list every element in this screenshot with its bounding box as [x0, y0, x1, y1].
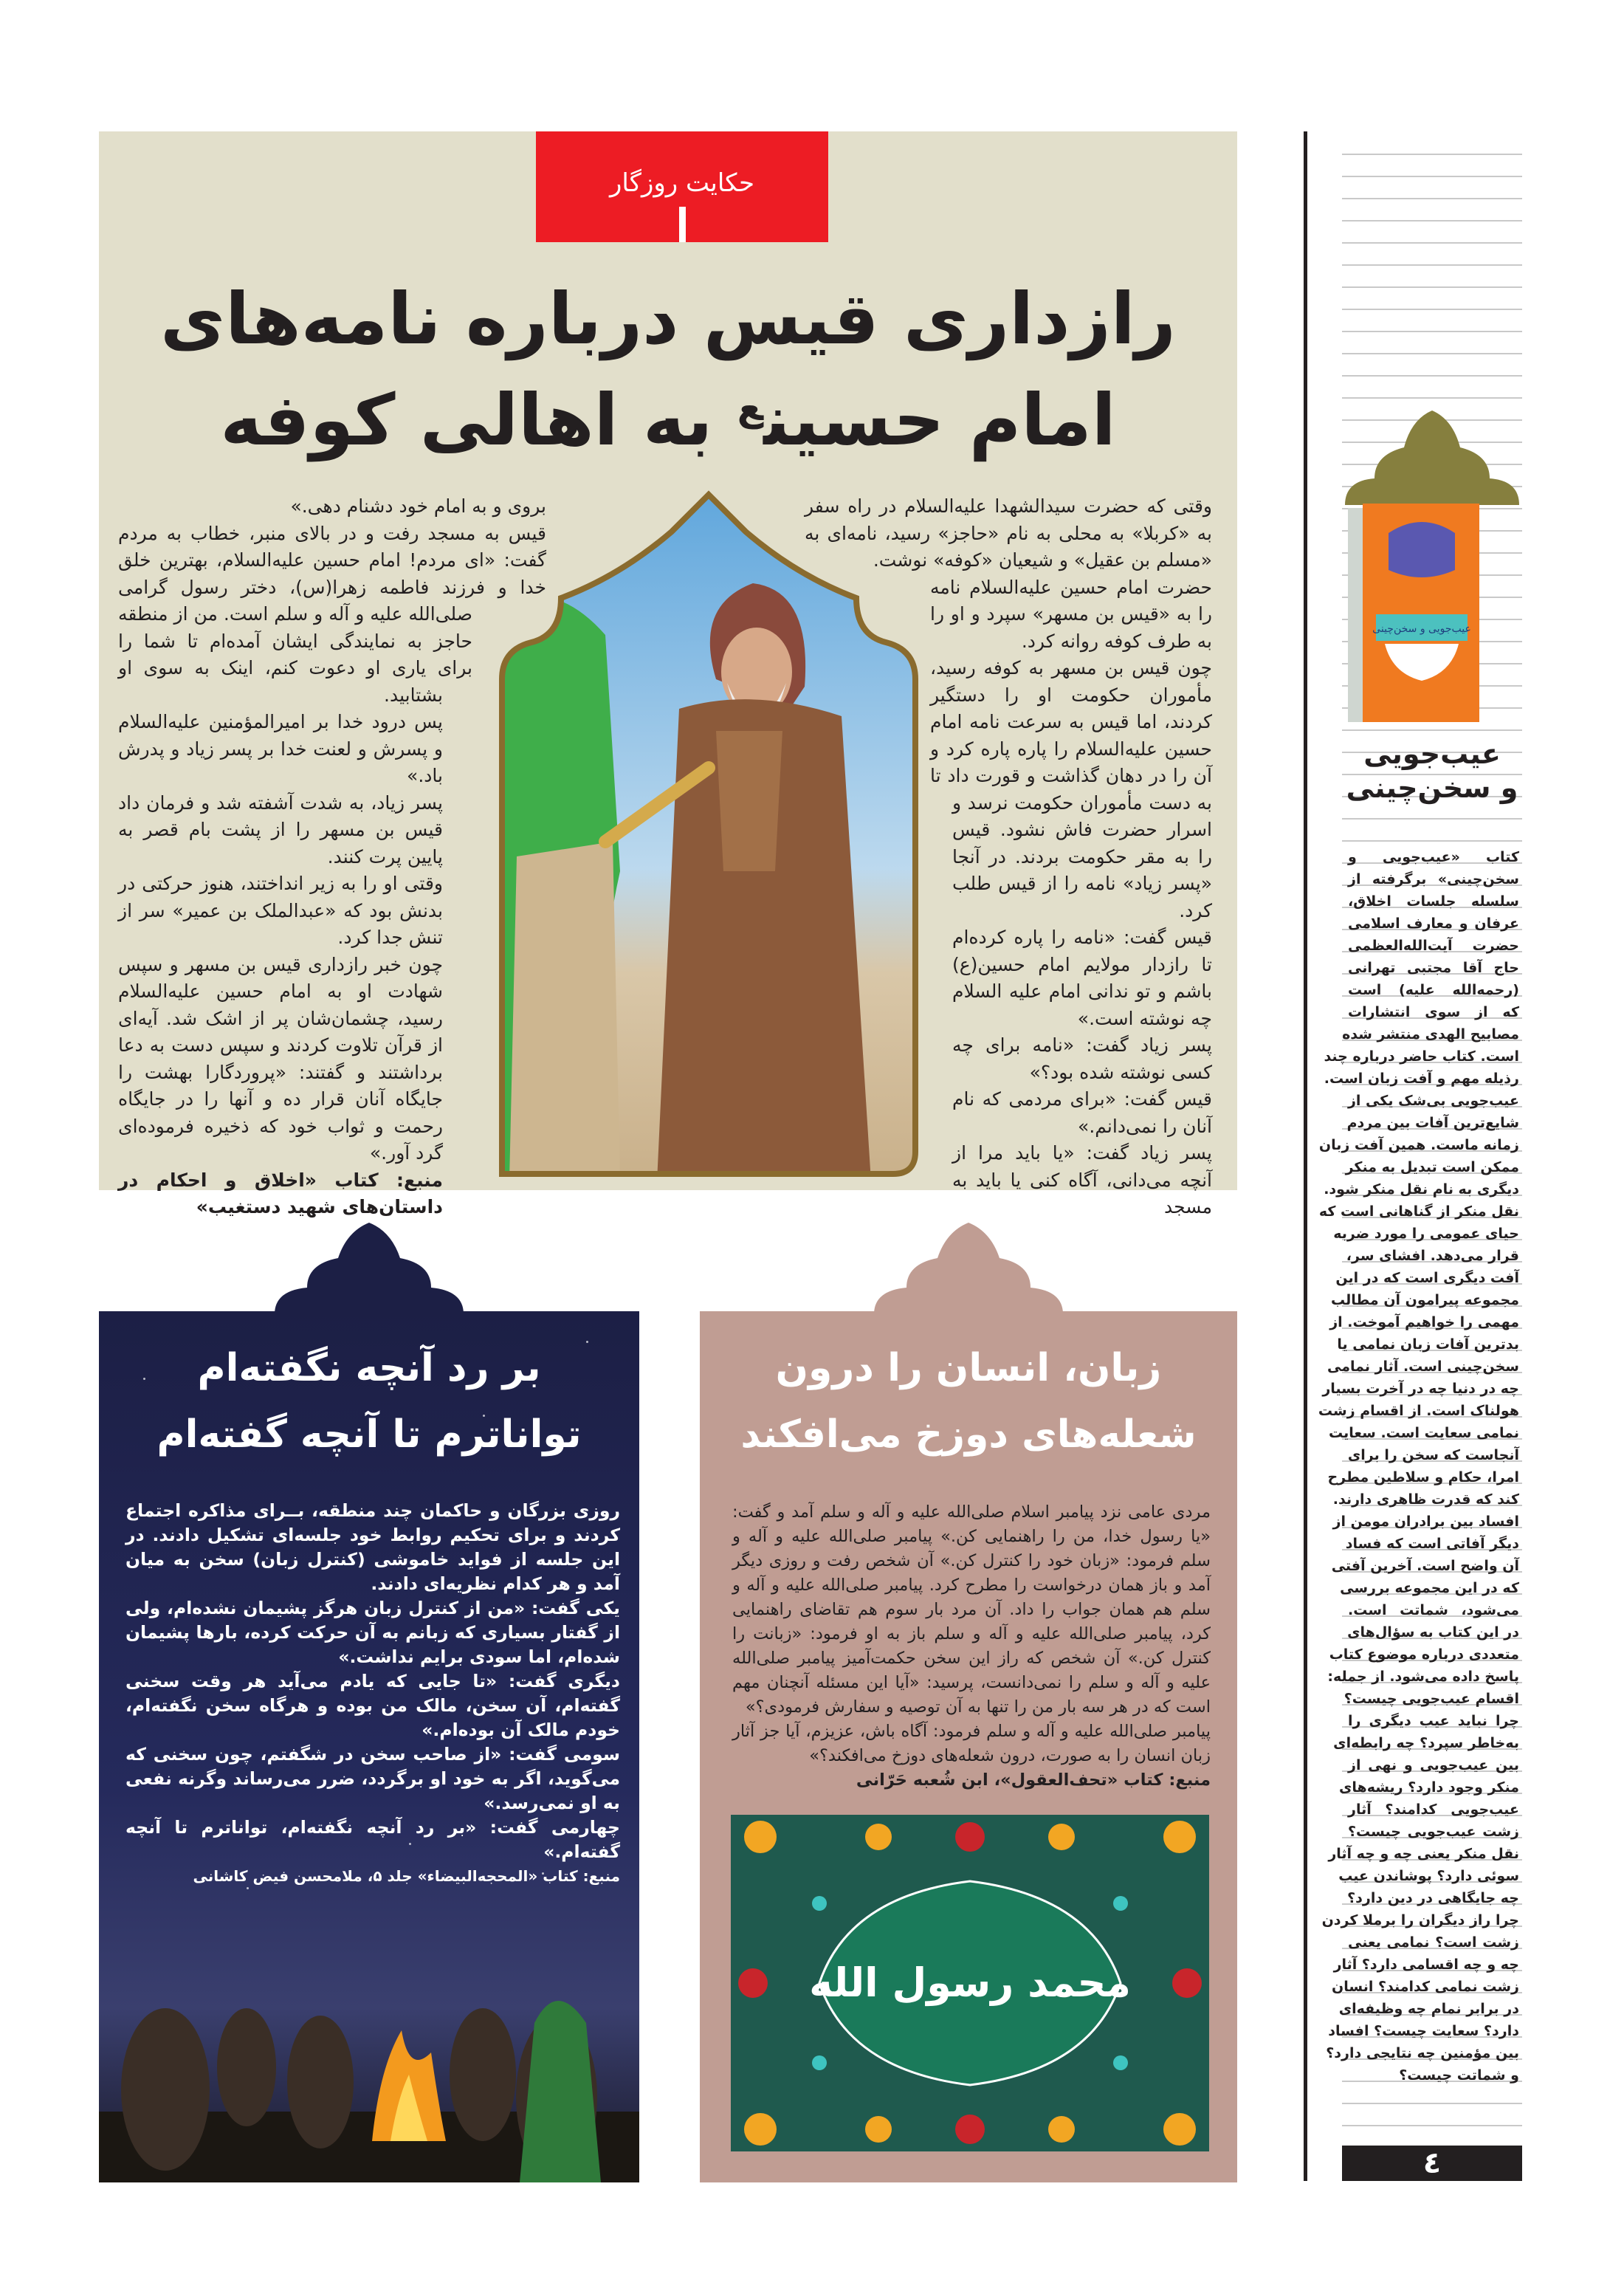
story-text: [125, 1499, 620, 1889]
paragraph: پس درود خدا بر امیرالمؤمنین علیه‌السلام و پسرش و لعنت خدا بر پسر زیاد و پدرش باد.»: [118, 711, 443, 786]
sidebar-text-line: (رحمه‌الله علیه) است: [1348, 982, 1519, 998]
sidebar-text-line: سخن‌چینی است. آثار نمامی: [1327, 1358, 1519, 1375]
headline-line-2: [99, 363, 1237, 464]
paragraph: دیگری گفت: «تا جایی که یادم می‌آید هر وقت سخنی گفته‌ام، آن سخن، مالک من بوده و هرگاه سخن نگفته‌ام، خودم مالک آن بوده‌ام.»: [125, 1671, 620, 1740]
sidebar-title-line-2: و سخن‌چینی: [1346, 772, 1518, 804]
sidebar-text-line: که در این مجموعه بررسی: [1340, 1580, 1519, 1596]
headline-name: امام حسین: [763, 379, 1116, 461]
paragraph: وقتی او را به زیر انداختند، هنوز حرکتی در بدنش بود که «عبدالملک بن عمیر» سر از تنش جدا کرد.: [118, 873, 443, 948]
sidebar-text-line: سلسله جلسات اخلاق،: [1348, 893, 1519, 910]
sidebar-text-line: هولناک است. از اقسام زشت: [1318, 1403, 1519, 1419]
paragraph: قیس گفت: «نامه را پاره کرده‌ام تا رازدار مولایم امام حسین(ع) باشم و تو ندانی امام علیه السلام چه نوشته است.»: [952, 927, 1212, 1029]
hadith-title-line-2: شعله‌های دوزخ می‌افکند: [740, 1412, 1197, 1457]
paragraph: وقتی که حضرت سیدالشهدا علیه‌السلام در راه سفر به «کربلا» به محلی به نام «حاجز» رسید، نامه‌ای به «مسلم بن عقیل» و شیعیان «کوفه» نوشت.: [805, 495, 1212, 571]
story-title-line-2: تواناترم تا آنچه گفته‌ام: [156, 1412, 582, 1457]
paragraph: پسر زیاد گفت: «نامه برای چه کسی نوشته شده بود؟»: [952, 1034, 1212, 1083]
sidebar-text-line: مهمی را خواهیم آموخت. از: [1329, 1314, 1519, 1330]
sidebar-text-line: آفت دیگری است که در این: [1335, 1270, 1519, 1286]
sidebar-text-line: می‌شود، شماتت است.: [1348, 1602, 1519, 1618]
sidebar-text-line: آنجاست که سخن را برای: [1347, 1447, 1519, 1463]
kicker-bar: [679, 207, 686, 242]
paragraph: پیامبر صلی‌الله علیه و آله و سلم فرمود: آگاه باش، عزیزم، آیا جز آثار زبان انسان را به صورت، درون شعله‌های دوزخ می‌افکند؟»: [732, 1722, 1211, 1765]
sidebar-text-line: ممکن است تبدیل به منکر: [1345, 1159, 1519, 1175]
sidebar-text-line: سوئی دارد؟ پوشاندن عیب: [1338, 1868, 1519, 1884]
story-title-line-1: بر رد آنچه نگفته‌ام: [197, 1346, 541, 1390]
sidebar-text-line: پاسخ داده می‌شود. از جمله:: [1327, 1669, 1519, 1685]
paragraph: قیس گفت: «برای مردمی که نام آنان را نمی‌دانم.»: [952, 1088, 1212, 1137]
paragraph: مردی عامی نزد پیامبر اسلام صلی‌الله علیه و آله و سلم آمد و گفت: «یا رسول خدا، من را راهنمایی کن.» پیامبر صلی‌الله علیه و آله و سلم فرمود: «زبان خود را کنترل کن.» آن شخص رفت و روزی دیگر آمد و باز همان درخواست را مطرح کرد. پیامبر صلی‌الله علیه و آله و سلم هم همان جواب را داد. آن مرد بار سوم هم تقاضای راهنمایی کرد، پیامبر صلی‌الله علیه و آله و سلم باز به او فرمود: «زبانت را کنترل کن.» آن شخص که راز این سخن حکمت‌آمیز پیامبر صلی‌الله علیه و آله و سلم را نمی‌دانست، پرسید: «آیا این مسئله آنچنان مهم است که در هر سه بار من را تنها به آن توصیه و سفارش فرمودی؟»: [732, 1502, 1211, 1717]
sidebar-title: [1342, 737, 1522, 805]
sidebar-text-line: و شماتت چیست؟: [1399, 2067, 1519, 2084]
sidebar-text-line: متعددی درباره موضوع کتاب: [1329, 1646, 1519, 1663]
column-divider: [1304, 131, 1307, 2181]
dome-ornament-icon: [1345, 411, 1519, 505]
sidebar-text-line: حیای عمومی را مورد ضربه: [1333, 1226, 1519, 1242]
sidebar-text-line: سخن‌چینی» برگرفته از: [1348, 871, 1519, 887]
sidebar-text-line: چه جایگاهی در دین دارد؟: [1347, 1890, 1519, 1906]
dome-ornament-icon: [874, 1223, 1063, 1314]
story-title: [99, 1335, 639, 1468]
sidebar-text-line: قرار می‌دهد. افشای سر،: [1346, 1248, 1519, 1264]
sidebar-text-line: کند که قدرت ظاهری دارند.: [1332, 1491, 1519, 1508]
sidebar-text-line: حضرت آیت‌الله‌العظمی: [1348, 938, 1519, 954]
arch-illustration: [472, 487, 945, 1181]
sidebar-text-line: شایع‌ترین آفات بین مردم: [1346, 1115, 1519, 1131]
sidebar-text-line: دیگر آفاتی است که فساد: [1345, 1536, 1519, 1552]
kicker-label: حکایت روزگار: [609, 168, 755, 198]
hadith-title-line-1: زبان، انسان را درون: [775, 1346, 1162, 1390]
section-kicker: [536, 131, 828, 242]
paragraph: سومی گفت: «از صاحب سخن در شگفتم، چون سخنی که می‌گوید، اگر به خود او برگردد، ضرر می‌رساند وگرنه نفعی به او نمی‌رسد.»: [125, 1744, 620, 1813]
sidebar-text-line: افساد بین برادران مومن از: [1332, 1514, 1519, 1530]
sidebar-text-line: چرا راز دیگران را برملا کردن: [1321, 1912, 1519, 1928]
paragraph: یکی گفت: «من از کنترل زبان هرگز پشیمان نشده‌ام، ولی از گفتار بسیاری که زبانم به آن حرکت کرده، بارها پشیمان شده‌ام، اما سودی برایم نداشت.»: [125, 1598, 620, 1667]
sidebar-text-line: بین عیب‌جویی و نهی از: [1348, 1757, 1519, 1773]
sidebar-text-line: به‌خاطر سپرد؟ چه رابطه‌ای: [1333, 1735, 1519, 1751]
sidebar-text-line: عیب‌جویی بی‌شک یکی از: [1347, 1093, 1519, 1109]
sidebar-text-line: دارد؟ سعایت چیست؟ افساد: [1328, 2023, 1519, 2039]
story-source: منبع: کتاب «المحجه‌البیضاء» جلد ۵، ملامحسن فیض کاشانی: [193, 1867, 620, 1885]
sidebar-text-line: دیگری به نام نقل منکر شود.: [1324, 1181, 1519, 1198]
sidebar-text-line: عیب‌جویی کدامند؟ آثار: [1348, 1801, 1519, 1818]
sidebar-text-line: نقل منکر یعنی چه و چه آثار: [1328, 1846, 1519, 1862]
headline-honorific: ع: [737, 385, 764, 430]
sidebar-text-line: اقسام عیب‌جویی چیست؟: [1343, 1691, 1519, 1707]
hadith-source: منبع: کتاب «تحف‌العقول»، ابن شُعبه حَرّانی: [856, 1770, 1211, 1790]
paragraph: چون خبر رازداری قیس بن مسهر و سپس شهادت او به امام حسین علیه‌السلام رسید، چشمان‌شان پر از اشک شد. آیه‌ای از قرآن تلاوت کردند و سپس دست به دعا برداشتند و گفتند: «پروردگارا بهشت را جایگاه آنان قرار ده و آنها را در جایگاه رحمت و ثواب خود که ذخیره فرموده‌ای گرد آور.»: [118, 953, 443, 1164]
paragraph: بروی و به امام خود دشنام دهی.»: [290, 495, 546, 517]
paragraph: حضرت امام حسین علیه‌السلام نامه را به «قیس بن مسهر» سپرد و او را به طرف کوفه روانه کرد.: [930, 576, 1212, 652]
sidebar-text-line: نمامی سعایت است. سعایت: [1329, 1425, 1519, 1441]
sidebar-text-line: که از سوی انتشارات: [1348, 1004, 1519, 1020]
sidebar-text-line: مجموعه پیرامون آن مطالب: [1331, 1292, 1519, 1308]
paragraph: پسر زیاد، به شدت آشفته شد و فرمان داد قیس بن مسهر را از پشت بام قصر به پایین پرت کنند.: [118, 791, 443, 868]
sidebar-text-line: است. کتاب حاضر درباره چند: [1324, 1048, 1519, 1065]
sidebar-text-line: زشت عیب‌جویی چیست؟: [1348, 1824, 1519, 1840]
page-number: ٤: [1342, 2146, 1522, 2181]
sidebar-text-line: مصابیح الهدی منتشر شده: [1342, 1026, 1519, 1042]
hadith-text: [732, 1500, 1211, 1793]
sidebar-text-line: منکر وجود دارد؟ ریشه‌های: [1338, 1779, 1519, 1796]
sidebar-text-line: بدترین آفات زبان نمامی یا: [1337, 1336, 1519, 1353]
headline-end: به اهالی کوفه: [220, 379, 713, 461]
sidebar-text-line: در برابر نمام چه وظیفه‌ای: [1338, 2001, 1519, 2017]
sidebar-text-line: نقل منکر از گناهانی است که: [1318, 1203, 1519, 1220]
paragraph: قیس به مسجد رفت و در بالای منبر، خطاب به مردم گفت: «ای مردم! امام حسین علیه‌السلام، بهترین خلق خدا و فرزند فاطمه زهرا(س)، دختر رسول گرامی صلی‌الله علیه و آله و سلم است. من از منطقه حاجز به نمایندگی ایشان آمده‌ام تا شما را برای یاری او دعوت کنم، اینک به سوی او بشتابید.: [118, 522, 546, 706]
sidebar-text-line: چه و چه اقسامی دارد؟ آثار: [1333, 1957, 1519, 1973]
sidebar-text: [1318, 846, 1519, 2086]
paragraph: چون قیس بن مسهر به کوفه رسید، مأموران حکومت او را دستگیر کردند، اما قیس به سرعت نامه امام حسین علیه‌السلام را پاره پاره کرد و آن را در دهان گذاشت و قورت داد تا به دست مأموران حکومت نرسد و اسرار حضرت فاش نشود. قیس را به مقر حکومت بردند. در آنجا «پسر زیاد» نامه را از قیس طلب کرد.: [930, 657, 1212, 921]
calligraphy-text: محمد رسول الله: [809, 1959, 1131, 2006]
sidebar-title-line-1: عیب‌جویی: [1363, 738, 1501, 770]
headline-line-1: رازداری قیس درباره نامه‌های: [160, 278, 1176, 360]
dome-ornament-icon: [275, 1223, 464, 1314]
hadith-title: [700, 1335, 1237, 1468]
paragraph: چهارمی گفت: «بر رد آنچه نگفته‌ام، تواناترم تا آنچه گفته‌ام.»: [125, 1817, 620, 1862]
sidebar-text-line: چه در دنیا چه در آخرت بسیار: [1322, 1381, 1519, 1397]
sidebar-text-line: عرفان و معارف اسلامی: [1348, 916, 1519, 932]
paragraph: پسر زیاد گفت: «یا باید مرا از آنچه می‌دانی، آگاه کنی یا باید به مسجد: [952, 1142, 1212, 1217]
sidebar-text-line: در این کتاب به سؤال‌های: [1347, 1624, 1519, 1641]
sidebar-text-line: زشت نمامی کدامند؟ انسان: [1332, 1979, 1519, 1995]
sidebar-text-line: حاج آقا مجتبی تهرانی: [1348, 960, 1519, 976]
article-source: منبع: کتاب «اخلاق و احکام در داستان‌های شهید دستغیب»: [118, 1169, 443, 1217]
calligraphy-tile-image: [731, 1815, 1209, 2151]
sidebar-text-line: کتاب «عیب‌جویی و: [1348, 849, 1519, 865]
paragraph: روزی بزرگان و حاکمان چند منطقه، بــرای مذاکره اجتماع کردند و برای تحکیم روابط خود جلسه‌ای تشکیل دادند. در این جلسه از فواید خاموشی (کنترل زبان) سخن به میان آمد و هر کدام نظریه‌ای دادند.: [125, 1500, 620, 1594]
sidebar-text-line: آن واضح است. آخرین آفتی: [1331, 1558, 1519, 1574]
book-cover-image: [1348, 504, 1481, 725]
book-cover-title: عیب‌جویی و سخن‌چینی: [1372, 623, 1471, 635]
campfire-illustration: [99, 1920, 639, 2182]
sidebar-text-line: رذیله مهم و آفت زبان است.: [1324, 1071, 1519, 1087]
sidebar-text-line: چرا نباید عیب دیگری را: [1348, 1713, 1519, 1729]
sidebar-text-line: امرا، حکام و سلاطین مطرح: [1327, 1469, 1519, 1485]
sidebar-text-line: زمانه ماست. همین آفت زبان: [1318, 1137, 1519, 1153]
sidebar-text-line: زشت است؟ نمامی یعنی: [1348, 1934, 1519, 1951]
sidebar-text-line: بین مؤمنین چه نتایجی دارد؟: [1326, 2045, 1519, 2061]
